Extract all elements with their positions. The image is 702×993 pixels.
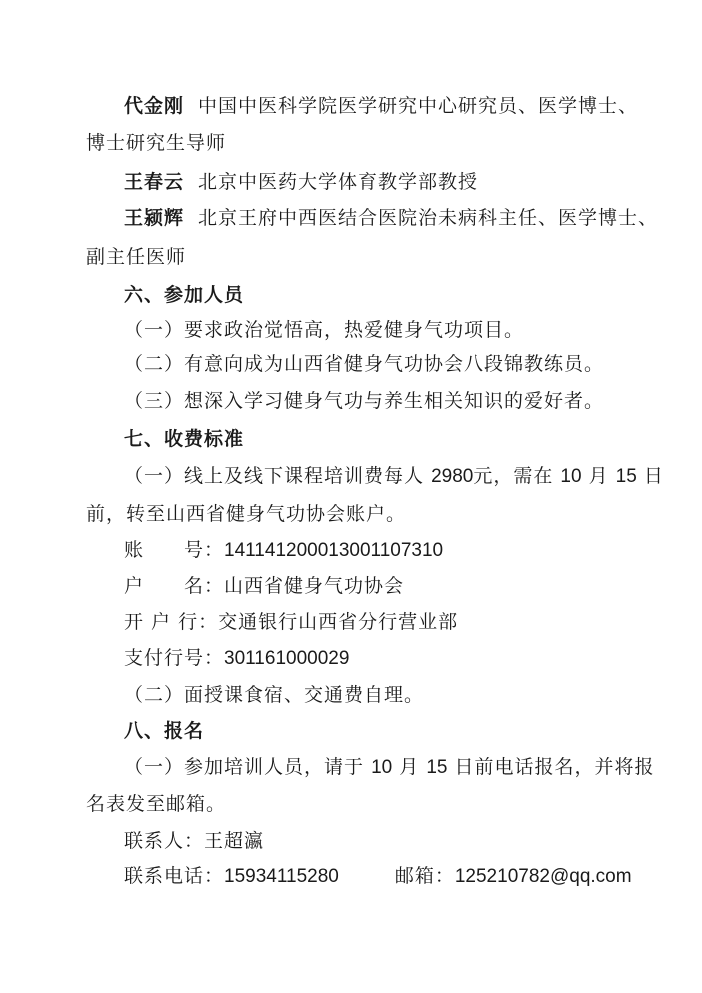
- holder-label: 户 名：: [124, 575, 225, 597]
- section-8-item-1-line-2: 名表发至邮箱。: [86, 793, 227, 815]
- section-7-heading: 七、收费标准: [124, 428, 245, 450]
- contact-label: 联系人：: [124, 830, 205, 852]
- fee-amount: 2980: [431, 466, 474, 487]
- account-label: 账 号：: [124, 539, 225, 561]
- fee-text-a: （一）线上及线下课程培训费每人: [124, 465, 425, 487]
- bank-row: [124, 610, 458, 634]
- contact-row: [124, 829, 264, 853]
- holder-value: 山西省健身气功协会: [224, 575, 405, 597]
- signup-text-c: 日前电话报名，并将报: [454, 756, 655, 778]
- section-6-item-1: （一）要求政治觉悟高，热爱健身气功项目。: [124, 319, 525, 341]
- section-6-heading: 六、参加人员: [124, 284, 245, 306]
- expert-3-line-2: 副主任医师: [86, 246, 187, 268]
- signup-day: 15: [426, 757, 448, 778]
- account-row: [124, 538, 443, 563]
- holder-row: [124, 574, 404, 598]
- expert-1-name: 代金刚: [124, 95, 185, 117]
- section-7-item-1-line-1: [124, 464, 664, 489]
- expert-1-line-1: [124, 94, 638, 118]
- section-7-item-2: （二）面授课食宿、交通费自理。: [124, 684, 425, 706]
- section-6-item-3: （三）想深入学习健身气功与养生相关知识的爱好者。: [124, 390, 605, 412]
- section-7-item-1-line-2: 前，转至山西省健身气功协会账户。: [86, 503, 407, 525]
- expert-1-line-2: 博士研究生导师: [86, 132, 227, 154]
- signup-month: 10: [371, 757, 393, 778]
- expert-3-line-1: [124, 206, 658, 230]
- expert-3-name: 王颍辉: [124, 207, 185, 229]
- expert-2-name: 王春云: [124, 171, 185, 193]
- expert-1-title: 中国中医科学院医学研究中心研究员、医学博士、: [198, 95, 639, 117]
- signup-text-b: 月: [399, 756, 420, 778]
- swift-row: [124, 646, 349, 671]
- fee-text-b: 元，需在: [473, 465, 554, 487]
- fee-text-d: 日: [643, 465, 664, 487]
- expert-2-line-1: [124, 170, 478, 194]
- bank-label: 开 户 行：: [124, 611, 219, 633]
- email-label: 邮箱：: [394, 865, 455, 887]
- phone-label: 联系电话：: [124, 865, 225, 887]
- deadline-day: 15: [615, 466, 637, 487]
- signup-text-a: （一）参加培训人员，请于: [124, 756, 365, 778]
- section-8-item-1-line-1: [124, 755, 655, 780]
- bank-value: 交通银行山西省分行营业部: [218, 611, 459, 633]
- fee-text-c: 月: [588, 465, 609, 487]
- swift-label: 支付行号：: [124, 647, 225, 669]
- swift-value: 301161000029: [224, 648, 350, 669]
- expert-2-title: 北京中医药大学体育教学部教授: [198, 171, 479, 193]
- account-value: 141141200013001107310: [224, 540, 444, 561]
- section-8-heading: 八、报名: [124, 720, 205, 742]
- section-6-item-2: （二）有意向成为山西省健身气功协会八段锦教练员。: [124, 353, 605, 375]
- contact-value: 王超瀛: [204, 830, 265, 852]
- expert-3-title: 北京王府中西医结合医院治未病科主任、医学博士、: [198, 207, 659, 229]
- phone-email-row: [124, 864, 632, 889]
- phone-value[interactable]: 15934115280: [224, 866, 339, 887]
- email-value[interactable]: 125210782@qq.com: [454, 866, 632, 887]
- deadline-month: 10: [560, 466, 582, 487]
